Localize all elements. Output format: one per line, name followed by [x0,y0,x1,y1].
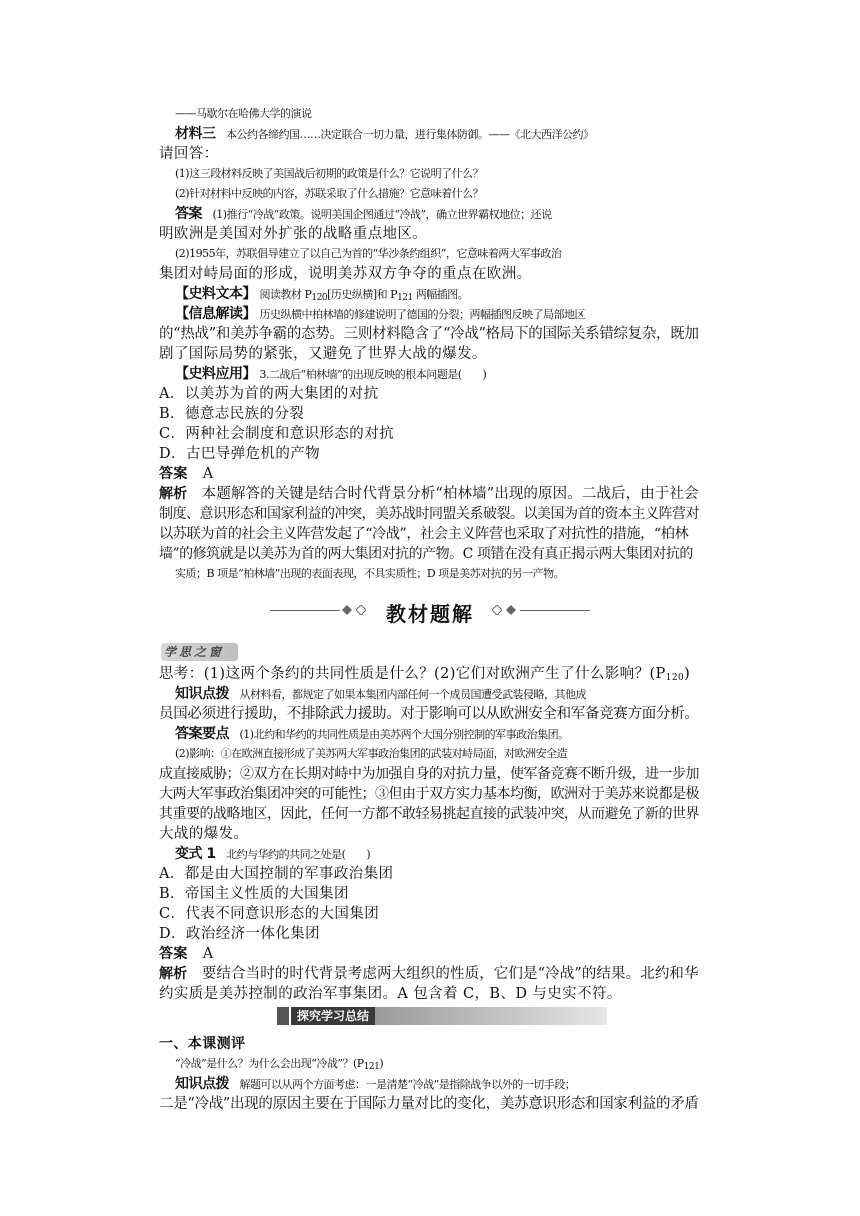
label: 【信息解读】 [175,306,249,322]
text: 二是“冷战”出现的原因主要在于国际力量对比的变化，美苏意识形态和国家利益的矛盾 [159,1096,699,1112]
label: 知识点拨 [175,686,229,702]
text-line [159,824,701,844]
option-a [159,384,701,404]
material-three [175,124,717,145]
label: 答案 [175,206,202,222]
option-c [159,904,701,924]
divider [520,610,590,611]
option-d [159,924,701,944]
text: A [187,466,214,482]
text: 成直接威胁；②双方在长期对峙中为加强自身的对抗力量，使军备竞赛不断升级，进一步加 [159,766,699,782]
text: 3.二战后“柏林墙”的出现反映的根本问题是( ) [249,368,487,381]
label: 解析 [159,966,188,982]
diamond-icon [356,605,366,615]
subscript: 121 [363,1062,380,1072]
text: 剧了国际局势的紧张，又避免了世界大战的爆发。 [159,346,487,362]
bar-gradient [375,1007,607,1025]
bar-block [277,1007,289,1025]
text: 员国必须进行援助，不排除武力援助。对于影响可以从欧洲安全和军备竞赛方面分析。 [159,706,699,722]
text: 其重要的战略地区，因此，任何一方都不敢轻易挑起直接的武装冲突，从而避免了新的世界 [159,806,699,822]
section-badge [161,643,235,663]
text: 实质；B 项是“柏林墙”出现的表面表现，不具实质性；D 项是美苏对抗的另一产物。 [175,567,565,580]
text: 明欧洲是美国对外扩张的战略重点地区。 [159,226,428,242]
text: (2)1955年，苏联倡导建立了以自己为首的“华沙条约组织”，它意味着两大军事政治 [175,247,562,260]
text-line [159,344,701,364]
text: 约实质是美苏控制的政治军事集团。A 包含着 C，B、D 与史实不符。 [159,986,622,1002]
text: 一、本课测评 [159,1036,246,1052]
text: 要结合当时的时代背景考虑两大组织的性质，它们是“冷战”的结果。北约和华 [187,966,699,982]
text: A [187,946,214,962]
option-a [159,864,701,884]
badge-text: 学思之窗 [161,643,238,661]
text: 历史纵横中柏林墙的修建说明了德国的分裂；两幅插图反映了局部地区 [249,308,585,321]
diamond-icon [492,605,502,615]
subsection-heading [159,1034,701,1054]
source-application [175,364,717,385]
text: (2)针对材料中反映的内容，苏联采取了什么措施？它意味着什么？ [175,187,484,200]
option-d [159,444,701,464]
text: ) [684,666,691,682]
subscript: 120 [311,293,328,303]
text-line [159,704,701,724]
label: 材料三 [175,126,216,142]
text: 思考：(1)这两个条约的共同性质是什么？(2)它们对欧洲产生了什么影响？(P [159,666,666,682]
quote-attribution [175,104,717,124]
subscript: 121 [397,293,413,303]
text: B．帝国主义性质的大国集团 [159,886,349,902]
answer-line [175,244,717,264]
label: 知识点拨 [175,1076,229,1092]
text: 北约与华约的共同之处是( ) [215,848,371,861]
prompt [159,144,701,164]
text: (2)影响：①在欧洲直接形成了美苏两大军事政治集团的武装对峙局面，对欧洲安全造 [175,747,568,760]
label: 答案要点 [175,726,229,742]
text: 的“热战”和美苏争霸的态势。三则材料隐含了“冷战”格局下的国际关系错综复杂，既加 [159,326,699,342]
label: 答案 [159,466,188,482]
text: 解题可以从两个方面考虑：一是清楚“冷战”是指除战争以外的一切手段； [229,1078,576,1091]
answer-points [175,724,717,745]
option-c [159,424,701,444]
text: 大战的爆发。 [159,826,249,842]
text: 从材料看，都规定了如果本集团内部任何一个成员国遭受武装侵略，其他成 [229,688,586,701]
diamond-icon [342,605,352,615]
text: A．都是由大国控制的军事政治集团 [159,866,394,882]
text: 制度、意识形态和国家利益的冲突，美苏战时同盟关系破裂。以美国为首的资本主义阵营对 [159,506,699,522]
text: 大两大军事政治集团冲突的可能性；③但由于双方实力基本均衡，欧洲对于美苏来说都是极 [159,786,699,802]
question-2 [175,184,717,204]
answer [159,464,701,484]
label: 解析 [159,486,188,502]
text-line [159,764,701,784]
text: C．代表不同意识形态的大国集团 [159,906,380,922]
text: A．以美苏为首的两大集团的对抗 [159,386,379,402]
text-line [159,984,701,1004]
text: D．政治经济一体化集团 [159,926,321,942]
knowledge-tip [175,684,717,705]
knowledge-tip [175,1074,717,1095]
question-1 [175,164,717,184]
text: 集团对峙局面的形成，说明美苏双方争夺的重点在欧洲。 [159,266,532,282]
label: 【史料文本】 [175,286,249,302]
text: ——马歇尔在哈佛大学的演说 [175,107,312,120]
label: 【史料应用】 [175,366,249,382]
summary-bar [277,1007,607,1025]
text: C．两种社会制度和意识形态的对抗 [159,426,394,442]
text: 阅读教材 P [249,288,312,301]
text-line [159,524,701,544]
text-line [159,804,701,824]
subscript: 120 [665,673,685,683]
diamond-icon [506,605,516,615]
bar-label: 探究学习总结 [291,1007,375,1025]
text-line [159,544,701,564]
analysis [159,484,701,504]
label: 变式 1 [175,846,216,862]
text-line [175,564,717,584]
text: B．德意志民族的分裂 [159,406,305,422]
text: 本公约各缔约国……决定联合一切力量，进行集体防御。——《北大西洋公约》 [215,128,594,141]
answer [159,944,701,964]
text: D．古巴导弹危机的产物 [159,446,321,462]
answer-line [175,204,717,225]
text: (1)北约和华约的共同性质是由美苏两个大国分别控制的军事政治集团。 [229,728,569,741]
text: (1)这三段材料反映了美国战后初期的政策是什么？它说明了什么？ [175,167,484,180]
text: 两幅插图。 [412,288,469,301]
answer-line [159,264,701,284]
info-interpretation [175,304,717,325]
section-title [270,598,590,624]
text: [历史纵横]和 P [327,288,398,301]
text-line [159,504,701,524]
text: (1)推行“冷战”政策。说明美国企图通过“冷战”，确立世界霸权地位；还说 [202,208,552,221]
option-b [159,404,701,424]
label: 答案 [159,946,188,962]
text: 本题解答的关键是结合时代背景分析“柏林墙”出现的原因。二战后，由于社会 [187,486,699,502]
section-title-text: 教材题解 [386,602,474,626]
text: “冷战”是什么？为什么会出现“冷战”？(P [175,1057,364,1070]
analysis [159,964,701,984]
answer-line [159,224,701,244]
divider [270,610,340,611]
text-line [159,324,701,344]
option-b [159,884,701,904]
variant-question [175,844,717,865]
text: ) [379,1057,384,1070]
text: 以苏联为首的社会主义阵营发起了“冷战”，社会主义阵营也采取了对抗性的措施，“柏林 [159,526,689,542]
text: 墙”的修筑就是以美苏为首的两大集团对抗的产物。C 项错在没有真正揭示两大集团对抗的 [159,546,693,562]
text: 请回答： [159,146,219,162]
text-line [159,784,701,804]
text-line [159,1094,701,1114]
text-line [175,744,717,764]
